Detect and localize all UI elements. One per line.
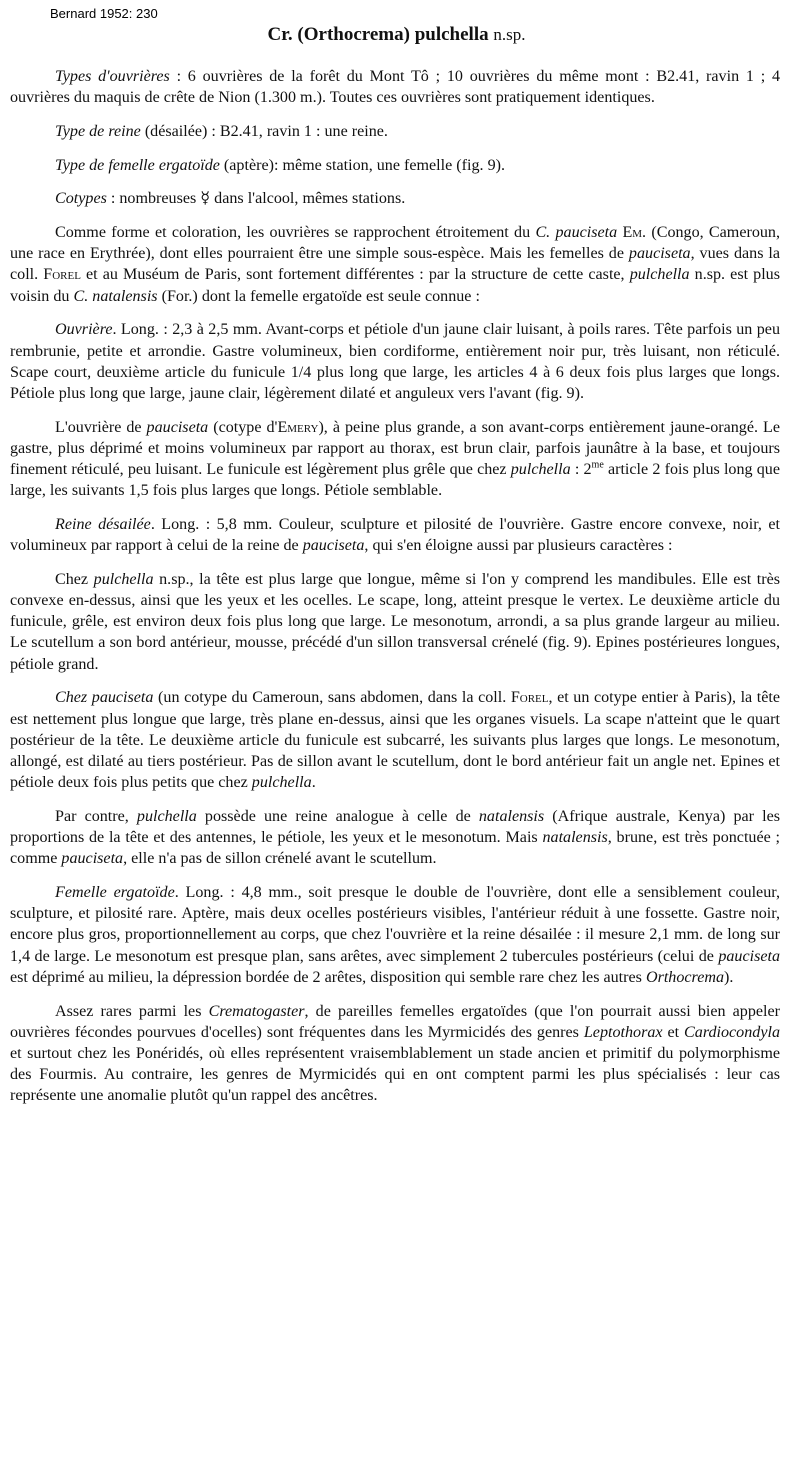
paragraph-type-femelle: Type de femelle ergatoïde (aptère): même station, une femelle (fig. 9). bbox=[55, 156, 506, 174]
paragraph-types-ouvrieres: Types d'ouvrières : 6 ouvrières de la forêt du Mont Tô ; 10 ouvrières du même mont : B2.41, ravin 1 ; 4 ouvrières du maquis de crête de Nion (1.300 m.). Toutes ces ouvrières sont pratiquement identiques. bbox=[10, 68, 780, 107]
paragraph-ouvriere: Ouvrière. Long. : 2,3 à 2,5 mm. Avant-corps et pétiole d'un jaune clair luisant, à poils rares. Tête parfois un peu rembrunie, petite et arrondie. Gastre volumineux, bien cordiforme, entièrement noir pur, très luisant, non réticulé. Scape court, deuxième article du funicule 1/4 plus long que large, les articles 4 à 6 deux fois plus larges que longs. Pétiole plus long que large, jaune clair, légèrement dilaté et anguleux vers l'avant (fig. 9). bbox=[10, 321, 780, 402]
paragraph-reine-desailee: Reine désailée. Long. : 5,8 mm. Couleur, sculpture et pilosité de l'ouvrière. Gastre encore convexe, noir, et volumineux par rapport à celui de la reine de pauciseta, qui s'en éloigne aussi par plusieurs caractères : bbox=[10, 515, 780, 555]
paragraph-ouvriere-pauciseta: L'ouvrière de pauciseta (cotype d'Emery), à peine plus grande, a son avant-corps entièrement jaune-orangé. Le gastre, plus déprimé et moins volumineux par rapport au thorax, est brun clair, parfois jaunâtre à la base, et toujours finement réticulé, peu luisant. Le funicule est légèrement plus grêle que chez pulchella : $2^{me}$ article 2 fois plus long que large, les suivants 1,5 fois plus larges que longs. Pétiole semblable. bbox=[10, 418, 780, 500]
citation: Bernard 1952: 230 bbox=[50, 6, 158, 21]
paragraph-par-contre: Par contre, pulchella possède une reine analogue à celle de natalensis (Afrique australe, Kenya) par les proportions de la tête et des antennes, le pétiole, les yeux et le mesonotum. Mais natalensis, brune, est très ponctuée ; comme pauciseta, elle n'a pas de sillon crénelé avant le scutellum. bbox=[10, 807, 781, 868]
paragraph-assez-rares: Assez rares parmi les Crematogaster, de pareilles femelles ergatoïdes (que l'on pourrait aussi bien appeler ouvrières fécondes pourvues d'ocelles) sont fréquentes dans les Myrmicidés des genres Leptothorax et Cardiocondyla et surtout chez les Ponéridés, où elles représentent vraisemblablement un stade ancien et primitif du polymorphisme des Fourmis. Au contraire, les genres de Myrmicidés qui en ont comptent parmi les plus spécialisés : leur cas représente une anomalie plutôt qu'un rappel des ancêtres. bbox=[10, 1002, 781, 1105]
title-suffix: n.sp. bbox=[493, 25, 526, 44]
paragraph-cotypes: Cotypes : nombreuses ☿ dans l'alcool, mêmes stations. bbox=[55, 190, 406, 208]
paragraph-chez-pauciseta: Chez pauciseta (un cotype du Cameroun, sans abdomen, dans la coll. Forel, et un cotype entier à Paris), la tête est nettement plus longue que large, très plane en-dessus, ainsi que les organes visuels. La scape n'atteint que le quart postérieur de la tête. Le deuxième article du funicule est subcarré, les suivants plus larges que longs. Le mesonotum, allongé, est dilaté au tiers postérieur. Pas de sillon avant le scutellum, dont le bord antérieur fait un angle net. Epines et pétiole deux fois plus petits que chez pulchella. bbox=[10, 689, 781, 792]
article-body bbox=[10, 66, 780, 1119]
paragraph-femelle-ergatoide: Femelle ergatoïde. Long. : 4,8 mm., soit presque le double de l'ouvrière, dont elle a sensiblement couleur, sculpture, et pilosité rare. Aptère, mais deux ocelles postérieurs visibles, l'antérieur réduit à une fossette. Gastre noir, encore plus gros, proportionnellement au corps, que chez l'ouvrière et la reine désailée : il mesure 2,1 mm. de long sur 1,4 de large. Le mesonotum est presque plan, sans arêtes, avec simplement 2 tubercules postérieurs (celui de pauciseta est déprimé au milieu, la dépression bordée de 2 arêtes, disposition qui semble rare chez les autres Orthocrema). bbox=[10, 884, 780, 986]
title-main: Cr. (Orthocrema) pulchella bbox=[267, 24, 489, 45]
paragraph-type-reine: Type de reine (désailée) : B2.41, ravin 1 : une reine. bbox=[55, 122, 388, 140]
paragraph-comme-forme: Comme forme et coloration, les ouvrières se rapprochent étroitement du C. pauciseta Em. (Congo, Cameroun, une race en Erythrée), dont elles pourraient être une simple sous-espèce. Mais les femelles de pauciseta, vues dans la coll. Forel et au Muséum de Paris, sont fortement différentes : par la structure de cette caste, pulchella n.sp. est plus voisin du C. natalensis (For.) dont la femelle ergatoïde est seule connue : bbox=[10, 224, 780, 305]
page-title bbox=[0, 24, 793, 46]
paragraph-chez-pulchella: Chez pulchella n.sp., la tête est plus large que longue, même si l'on y comprend les mandibules. Elle est très convexe en-dessus, ainsi que les yeux et les ocelles. Le scape, long, atteint presque le vertex. Le deuxième article du funicule, grêle, est environ deux fois plus long que large. Le mesonotum, arrondi, a sa plus grande largeur au milieu. Le scutellum a son bord antérieur, mousse, précédé d'un sillon transversal crénelé (fig. 9). Epines postérieures longues, pétiole grand. bbox=[10, 570, 780, 673]
